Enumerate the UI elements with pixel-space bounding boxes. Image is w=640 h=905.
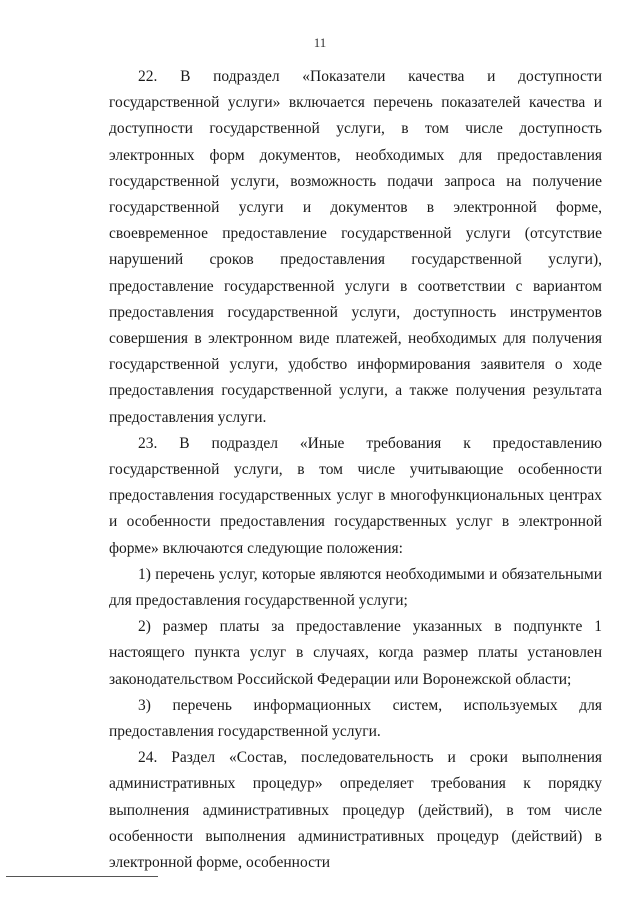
footer-divider xyxy=(6,876,158,877)
list-item-3: 3) перечень информационных систем, используемых для предоставления государственной услуги. xyxy=(109,696,602,741)
paragraph-23: 23. В подраздел «Иные требования к предоставлению государственной услуги, в том числе учитывающие особенности предоставления государственных услуг в многофункциональных центрах и особенности предоставления государственных услуг в электронной форме» включаются следующие положения: xyxy=(109,434,602,557)
list-item-1: 1) перечень услуг, которые являются необходимыми и обязательными для предоставления государственной услуги; xyxy=(109,565,602,610)
paragraph-24: 24. Раздел «Состав, последовательность и сроки выполнения административных процедур» определяет требования к порядку выполнения административных процедур (действий), в том числе особенности выполнения административных процедур (действий) в электронной форме, особенности xyxy=(109,749,602,872)
list-item-2: 2) размер платы за предоставление указанных в подпункте 1 настоящего пункта услуг в случаях, когда размер платы установлен законодательством Российской Федерации или Воронежской области; xyxy=(109,618,602,688)
paragraph-22: 22. В подраздел «Показатели качества и доступности государственной услуги» включается перечень показателей качества и доступности государственной услуги, в том числе доступность электронных форм документов, необходимых для предоставления государственной услуги, возможность подачи запроса на получение государственной услуги и документов в электронной форме, своевременное предоставление государственной услуги (отсутствие нарушений сроков предоставления государственной услуги), предоставление государственной услуги в соответствии с вариантом предоставления государственной услуги, доступность инструментов совершения в электронном виде платежей, необходимых для получения государственной услуги, удобство информирования заявителя о ходе предоставления государственной услуги, а также получения результата предоставления услуги. xyxy=(109,68,602,426)
page-number: 11 xyxy=(313,35,327,50)
document-body xyxy=(109,64,602,876)
